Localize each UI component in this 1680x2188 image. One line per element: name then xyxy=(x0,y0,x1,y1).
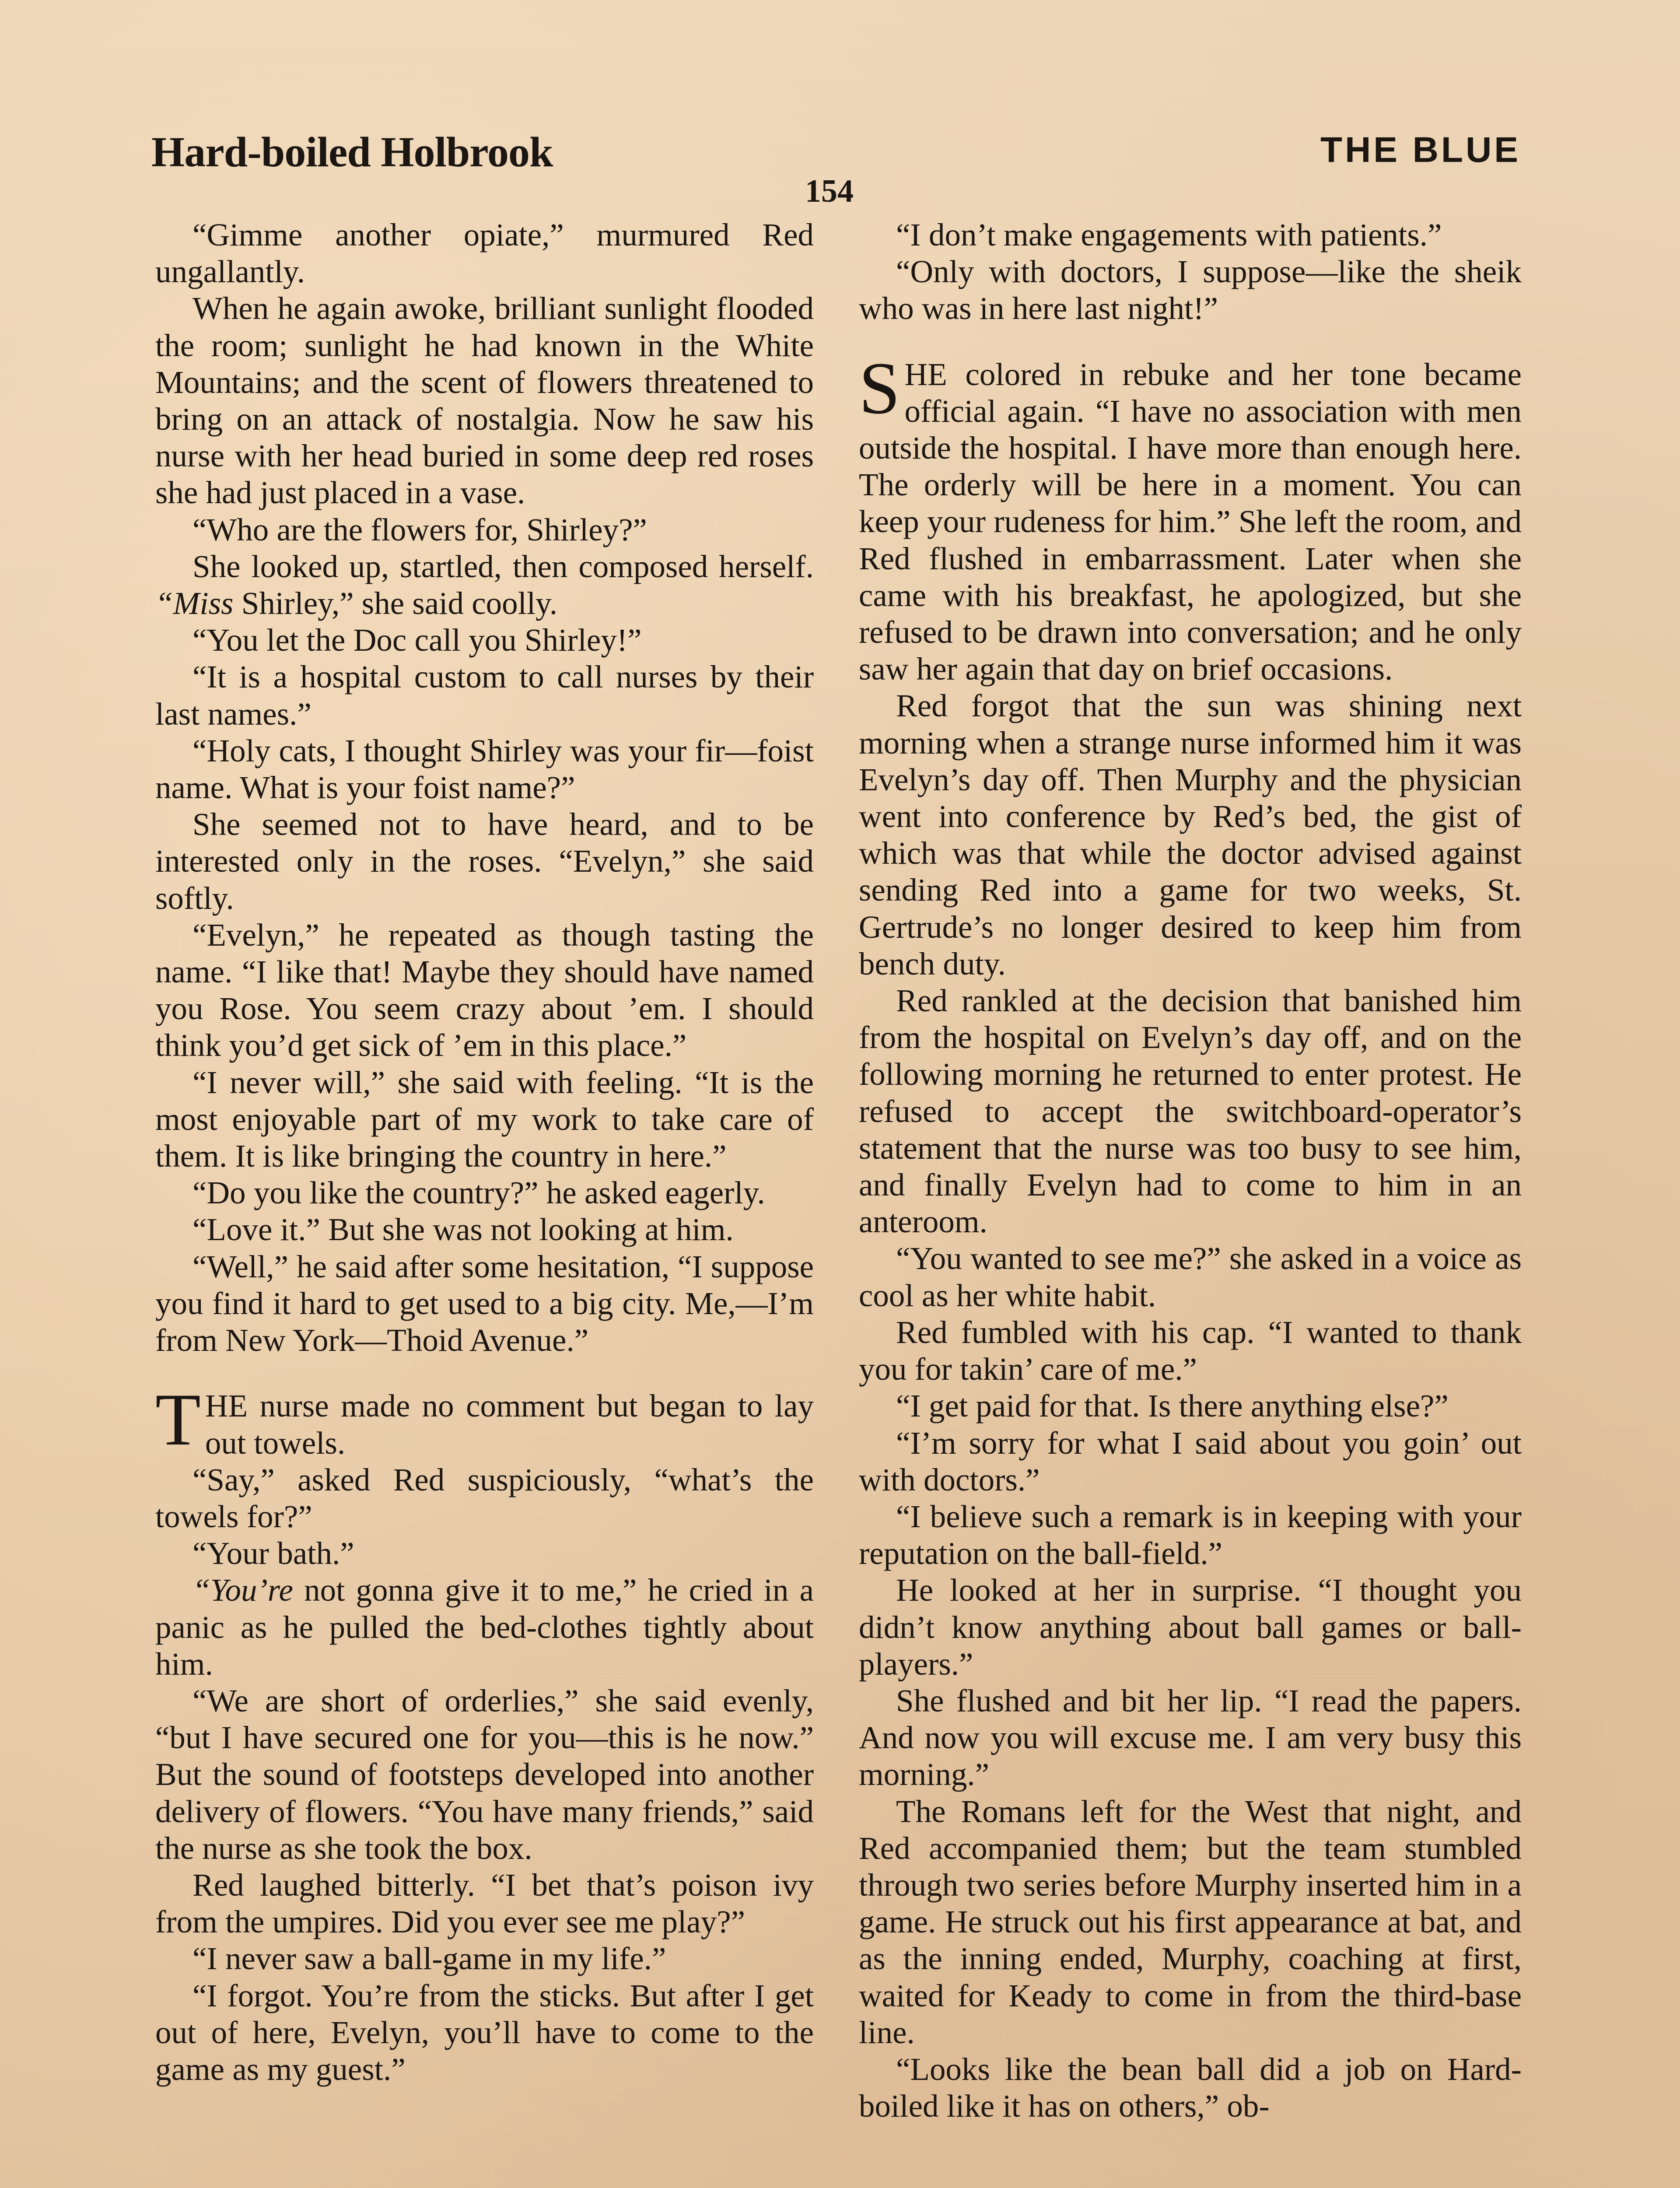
left-column xyxy=(155,217,814,2088)
story-title: Hard-boiled Holbrook xyxy=(151,129,553,176)
paragraph: “Your bath.” xyxy=(192,1536,354,1571)
paragraph: Red rankled at the decision that banished him from the hospital on Evelyn’s day off, and on the following morning he returned to enter protest. He refused to accept the switchboard-operator’s statement that the nurse was too busy to see him, and finally Evelyn had to come to him in an anteroom. xyxy=(859,983,1522,1240)
paragraph: The Romans left for the West that night, and Red accompanied them; but the team stumbled through two series before Murphy inserted him in a game. He struck out his first appearance at bat, and as the inning ended, Murphy, coaching at first, waited for Keady to come in from the third-base line. xyxy=(859,1793,1522,2050)
paragraph: “I’m sorry for what I said about you goin’ out with doctors.” xyxy=(859,1425,1522,1497)
paragraph: “We are short of orderlies,” she said evenly, “but I have secured one for you—this is he now.” But the sound of footsteps developed into another delivery of flowers. “You have many friends,” said the nurse as she took the box. xyxy=(155,1683,814,1866)
paragraph: “You let the Doc call you Shirley!” xyxy=(192,622,642,658)
paragraph: “I get paid for that. Is there anything else?” xyxy=(896,1388,1449,1424)
paragraph: “It is a hospital custom to call nurses by their last names.” xyxy=(155,659,814,732)
paragraph: “Holy cats, I thought Shirley was your fir—foist name. What is your foist name?” xyxy=(155,733,814,806)
text-run: not gonna give it to me,” he cried in a panic as he pulled the bed-clothes tightly about him. xyxy=(155,1572,814,1682)
paragraph: “I believe such a remark is in keeping with your reputation on the ball-field.” xyxy=(859,1498,1522,1571)
paragraph: Red fumbled with his cap. “I wanted to thank you for takin’ care of me.” xyxy=(859,1314,1522,1387)
paragraph: He looked at her in surprise. “I thought you didn’t know anything about ball games or ball-players.” xyxy=(859,1572,1522,1682)
magazine-title: THE BLUE xyxy=(1320,130,1521,170)
paragraph: “Well,” he said after some hesitation, “I suppose you find it hard to get used to a big city. Me,—I’m from New York—Thoid Avenue.” xyxy=(155,1248,814,1358)
section-start-paragraph xyxy=(155,1378,814,1461)
paragraph: “Only with doctors, I suppose—like the sheik who was in here last night!” xyxy=(859,254,1522,326)
drop-cap: T xyxy=(155,1378,201,1461)
drop-cap: S xyxy=(859,347,900,429)
italic-text: “Miss xyxy=(155,586,234,621)
paragraph: “I never will,” she said with feeling. “It is the most enjoyable part of my work to take care of them. It is like bringing the country in here.” xyxy=(155,1064,814,1174)
paragraph: “Looks like the bean ball did a job on Hard-boiled like it has on others,” ob- xyxy=(859,2051,1522,2124)
right-column xyxy=(859,217,1522,2125)
paragraph: “Who are the flowers for, Shirley?” xyxy=(192,512,647,547)
paragraph: “Gimme another opiate,” murmured Red ungallantly. xyxy=(155,217,814,290)
text-run: She looked up, startled, then composed herself. xyxy=(192,548,814,584)
text-run: Shirley,” she said coolly. xyxy=(233,586,558,621)
italic-text: “You’re xyxy=(192,1572,293,1608)
paragraph: When he again awoke, brilliant sunlight flooded the room; sunlight he had known in the White Mountains; and the scent of flowers threatened to bring on an attack of nostalgia. Now he saw his nurse with her head buried in some deep red roses she had just placed in a vase. xyxy=(155,291,814,511)
paragraph: “I never saw a ball-game in my life.” xyxy=(192,1941,666,1977)
text-run: HE colored in rebuke and her tone became official again. “I have no association with men outside the hospital. I have more than enough here. The orderly will be here in a moment. You can keep your rudeness for him.” She left the room, and Red flushed in embarrassment. Later when she came with his breakfast, he apologized, but she refused to be drawn into conversation; and he only saw her again that day on brief occasions. xyxy=(859,356,1522,687)
paragraph: Red forgot that the sun was shining next morning when a strange nurse informed him it was Evelyn’s day off. Then Murphy and the physician went into conference by Red’s bed, the gist of which was that while the doctor advised against sending Red into a game for two weeks, St. Gertrude’s no longer desired to keep him from bench duty. xyxy=(859,688,1522,982)
paragraph: “I don’t make engagements with patients.” xyxy=(896,217,1442,252)
text-run: HE nurse made no comment but began to lay out towels. xyxy=(205,1388,814,1461)
paragraph: “Love it.” But she was not looking at him. xyxy=(192,1212,734,1248)
page-number: 154 xyxy=(805,173,854,209)
paragraph: “I forgot. You’re from the sticks. But after I get out of here, Evelyn, you’ll have to come to the game as my guest.” xyxy=(155,1978,814,2087)
paragraph: She flushed and bit her lip. “I read the papers. And now you will excuse me. I am very busy this morning.” xyxy=(859,1683,1522,1792)
paragraph: “Do you like the country?” he asked eagerly. xyxy=(192,1175,765,1211)
paragraph xyxy=(155,1572,814,1683)
paragraph: “You wanted to see me?” she asked in a voice as cool as her white habit. xyxy=(859,1241,1522,1313)
paragraph xyxy=(155,548,814,622)
paragraph: Red laughed bitterly. “I bet that’s poison ivy from the umpires. Did you ever see me play?” xyxy=(155,1867,814,1940)
paragraph: She seemed not to have heard, and to be interested only in the roses. “Evelyn,” she said softly. xyxy=(155,806,814,916)
paragraph: “Say,” asked Red suspiciously, “what’s the towels for?” xyxy=(155,1462,814,1534)
paragraph: “Evelyn,” he repeated as though tasting the name. “I like that! Maybe they should have named you Rose. You seem crazy about ’em. I should think you’d get sick of ’em in this place.” xyxy=(155,917,814,1063)
section-start-paragraph xyxy=(859,347,1522,688)
